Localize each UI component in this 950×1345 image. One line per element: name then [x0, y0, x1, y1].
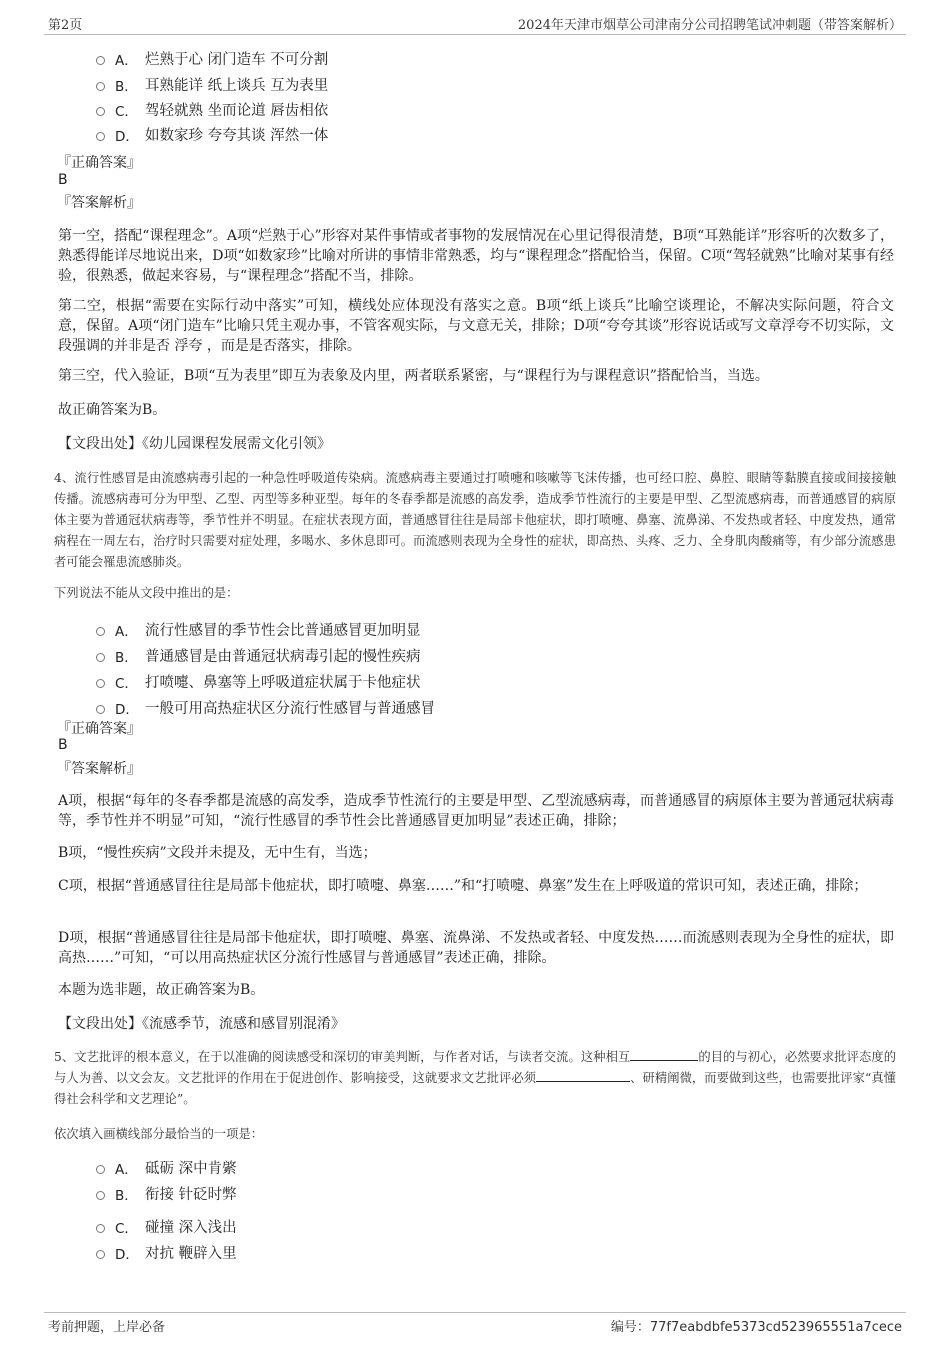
- radio-icon[interactable]: [96, 679, 105, 688]
- option-text: 一般可用高热症状区分流行性感冒与普通感冒: [145, 701, 435, 717]
- q5-option-d[interactable]: D． 对抗 鞭辟入里: [96, 1242, 237, 1263]
- q3-analysis-4: 故正确答案为B。: [58, 402, 167, 418]
- q4-option-b[interactable]: B． 普通感冒是由普通冠状病毒引起的慢性疾病: [96, 645, 421, 666]
- radio-icon[interactable]: [96, 1224, 105, 1233]
- option-text: 烂熟于心 闭门造车 不可分割: [145, 52, 329, 68]
- radio-icon[interactable]: [96, 653, 105, 662]
- option-text: 普通感冒是由普通冠状病毒引起的慢性疾病: [145, 649, 421, 665]
- analysis-label: 『答案解析』: [57, 195, 141, 211]
- q3-option-c[interactable]: C． 驾轻就熟 坐而论道 唇齿相依: [96, 99, 328, 120]
- q4-passage: 4、流行性感冒是由流感病毒引起的一种急性呼吸道传染病。流感病毒主要通过打喷嚏和咳嗽等飞沫传播，也可经口腔、鼻腔、眼睛等黏膜直接或间接接触传播。流感病毒可分为甲型、乙型、丙型等多种亚型。每年的冬春季都是流感的高发季，造成季节性流行的主要是甲型、乙型流感病毒，而普通感冒的病原体主要为普通冠状病毒等，季节性并不明显。在症状表现方面，普通感冒往往是局部卡他症状，即打喷嚏、鼻塞、流鼻涕、不发热或者轻、中度发热，通常病程在一周左右，治疗时只需要对症处理，多喝水、多休息即可。而流感则表现为全身性的症状，即高热、头疼、乏力、全身肌肉酸痛等，有少部分流感患者可能会罹患流感肺炎。: [54, 471, 896, 569]
- radio-icon[interactable]: [96, 107, 105, 116]
- radio-icon[interactable]: [96, 56, 105, 65]
- radio-icon[interactable]: [96, 705, 105, 714]
- page-header: [44, 14, 906, 35]
- q4-analysis-a: A项，根据“每年的冬春季都是流感的高发季，造成季节性流行的主要是甲型、乙型流感病毒，而普通感冒的病原体主要为普通冠状病毒等，季节性并不明显”可知，“流行性感冒的季节性会比普通感冒更加明显”表述正确，排除；: [58, 793, 894, 829]
- q5-option-a[interactable]: A． 砥砺 深中肯綮: [96, 1157, 237, 1178]
- footer-slogan: 考前押题，上岸必备: [48, 1320, 166, 1335]
- q4-option-a[interactable]: A． 流行性感冒的季节性会比普通感冒更加明显: [96, 619, 421, 640]
- option-text: 对抗 鞭辟入里: [145, 1246, 237, 1262]
- option-text: 驾轻就熟 坐而论道 唇齿相依: [145, 103, 329, 119]
- page-number: 第2页: [48, 18, 83, 33]
- q5-option-c[interactable]: C． 碰撞 深入浅出: [96, 1216, 237, 1237]
- q5-option-b[interactable]: B． 衔接 针砭时弊: [96, 1183, 237, 1204]
- q4-analysis-conclusion: 本题为选非题，故正确答案为B。: [58, 982, 265, 998]
- q3-option-d[interactable]: D． 如数家珍 夸夸其谈 浑然一体: [96, 124, 328, 145]
- radio-icon[interactable]: [96, 1191, 105, 1200]
- q3-source: 【文段出处】《幼儿园课程发展需文化引领》: [58, 436, 331, 452]
- q4-answer: B: [58, 737, 68, 753]
- q4-analysis-c: C项，根据“普通感冒往往是局部卡他症状，即打喷嚏、鼻塞……”和“打喷嚏、鼻塞”发生在上呼吸道的常识可知，表述正确，排除；: [58, 878, 868, 894]
- q3-analysis-1: 第一空，搭配“课程理念”。A项“烂熟于心”形容对某件事情或者事物的发展情况在心里记得很清楚，B项“耳熟能详”形容听的次数多了，熟悉得能详尽地说出来，D项“如数家珍”比喻对所讲的事情非常熟悉，均与“课程理念”搭配恰当，保留。C项“驾轻就熟”比喻对某事有经验，很熟悉，做起来容易，与“课程理念”搭配不当，排除。: [58, 228, 894, 284]
- q4-option-d[interactable]: D． 一般可用高热症状区分流行性感冒与普通感冒: [96, 697, 435, 718]
- document-code: 编号：77f7eabdbfe5373cd523965551a7cece: [610, 1320, 902, 1335]
- q3-analysis-3: 第三空，代入验证，B项“互为表里”即互为表象及内里，两者联系紧密，与“课程行为与课程意识”搭配恰当，当选。: [58, 368, 769, 384]
- q4-prompt: 下列说法不能从文段中推出的是：: [54, 586, 239, 600]
- correct-answer-label: 『正确答案』: [57, 721, 141, 737]
- q3-analysis-2: 第二空，根据“需要在实际行动中落实”可知，横线处应体现没有落实之意。B项“纸上谈兵”比喻空谈理论，不解决实际问题，符合文意，保留。A项“闭门造车”比喻只凭主观办事，不管客观实际，与文意无关，排除；D项“夸夸其谈”形容说话或写文章浮夸不切实际，文段强调的并非是否 浮夸 ，而是是否落实，排除。: [58, 298, 894, 354]
- correct-answer-label: 『正确答案』: [57, 155, 141, 171]
- option-text: 如数家珍 夸夸其谈 浑然一体: [145, 128, 329, 144]
- q4-option-c[interactable]: C． 打喷嚏、鼻塞等上呼吸道症状属于卡他症状: [96, 671, 421, 692]
- radio-icon[interactable]: [96, 1250, 105, 1259]
- q4-analysis-d: D项，根据“普通感冒往往是局部卡他症状，即打喷嚏、鼻塞、流鼻涕、不发热或者轻、中度发热……而流感则表现为全身性的症状，即高热……”可知，“可以用高热症状区分流行性感冒与普通感冒”表述正确，排除。: [58, 930, 894, 966]
- radio-icon[interactable]: [96, 1165, 105, 1174]
- radio-icon[interactable]: [96, 132, 105, 141]
- blank-1: [630, 1048, 698, 1061]
- option-text: 耳熟能详 纸上谈兵 互为表里: [145, 78, 329, 94]
- q4-source: 【文段出处】《流感季节，流感和感冒别混淆》: [58, 1016, 345, 1032]
- q3-answer: B: [58, 172, 68, 188]
- radio-icon[interactable]: [96, 627, 105, 636]
- option-text: 砥砺 深中肯綮: [145, 1161, 237, 1177]
- option-text: 碰撞 深入浅出: [145, 1220, 237, 1236]
- q5-passage: 5、文艺批评的根本意义，在于以准确的阅读感受和深切的审美判断，与作者对话，与读者交流。这种相互 的目的与初心，必然要求批评态度的与人为善、以文会友。文艺批评的作用在于促进创作、影响接受，这就要求文艺批评必须 、研精阐微，而要做到这些，也需要批评家“真懂得社会科学和文艺理论”。: [54, 1050, 896, 1106]
- option-text: 打喷嚏、鼻塞等上呼吸道症状属于卡他症状: [145, 675, 421, 691]
- option-text: 流行性感冒的季节性会比普通感冒更加明显: [145, 623, 421, 639]
- analysis-label: 『答案解析』: [57, 761, 141, 777]
- radio-icon[interactable]: [96, 82, 105, 91]
- q5-prompt: 依次填入画横线部分最恰当的一项是：: [54, 1127, 264, 1141]
- page-footer: [44, 1312, 906, 1335]
- document-title: 2024年天津市烟草公司津南分公司招聘笔试冲刺题（带答案解析）: [517, 18, 902, 33]
- q3-option-b[interactable]: B． 耳熟能详 纸上谈兵 互为表里: [96, 74, 328, 95]
- q4-analysis-b: B项，“慢性疾病”文段并未提及，无中生有，当选；: [58, 845, 377, 861]
- q3-option-a[interactable]: A． 烂熟于心 闭门造车 不可分割: [96, 48, 328, 69]
- blank-2: [536, 1069, 630, 1082]
- option-text: 衔接 针砭时弊: [145, 1187, 237, 1203]
